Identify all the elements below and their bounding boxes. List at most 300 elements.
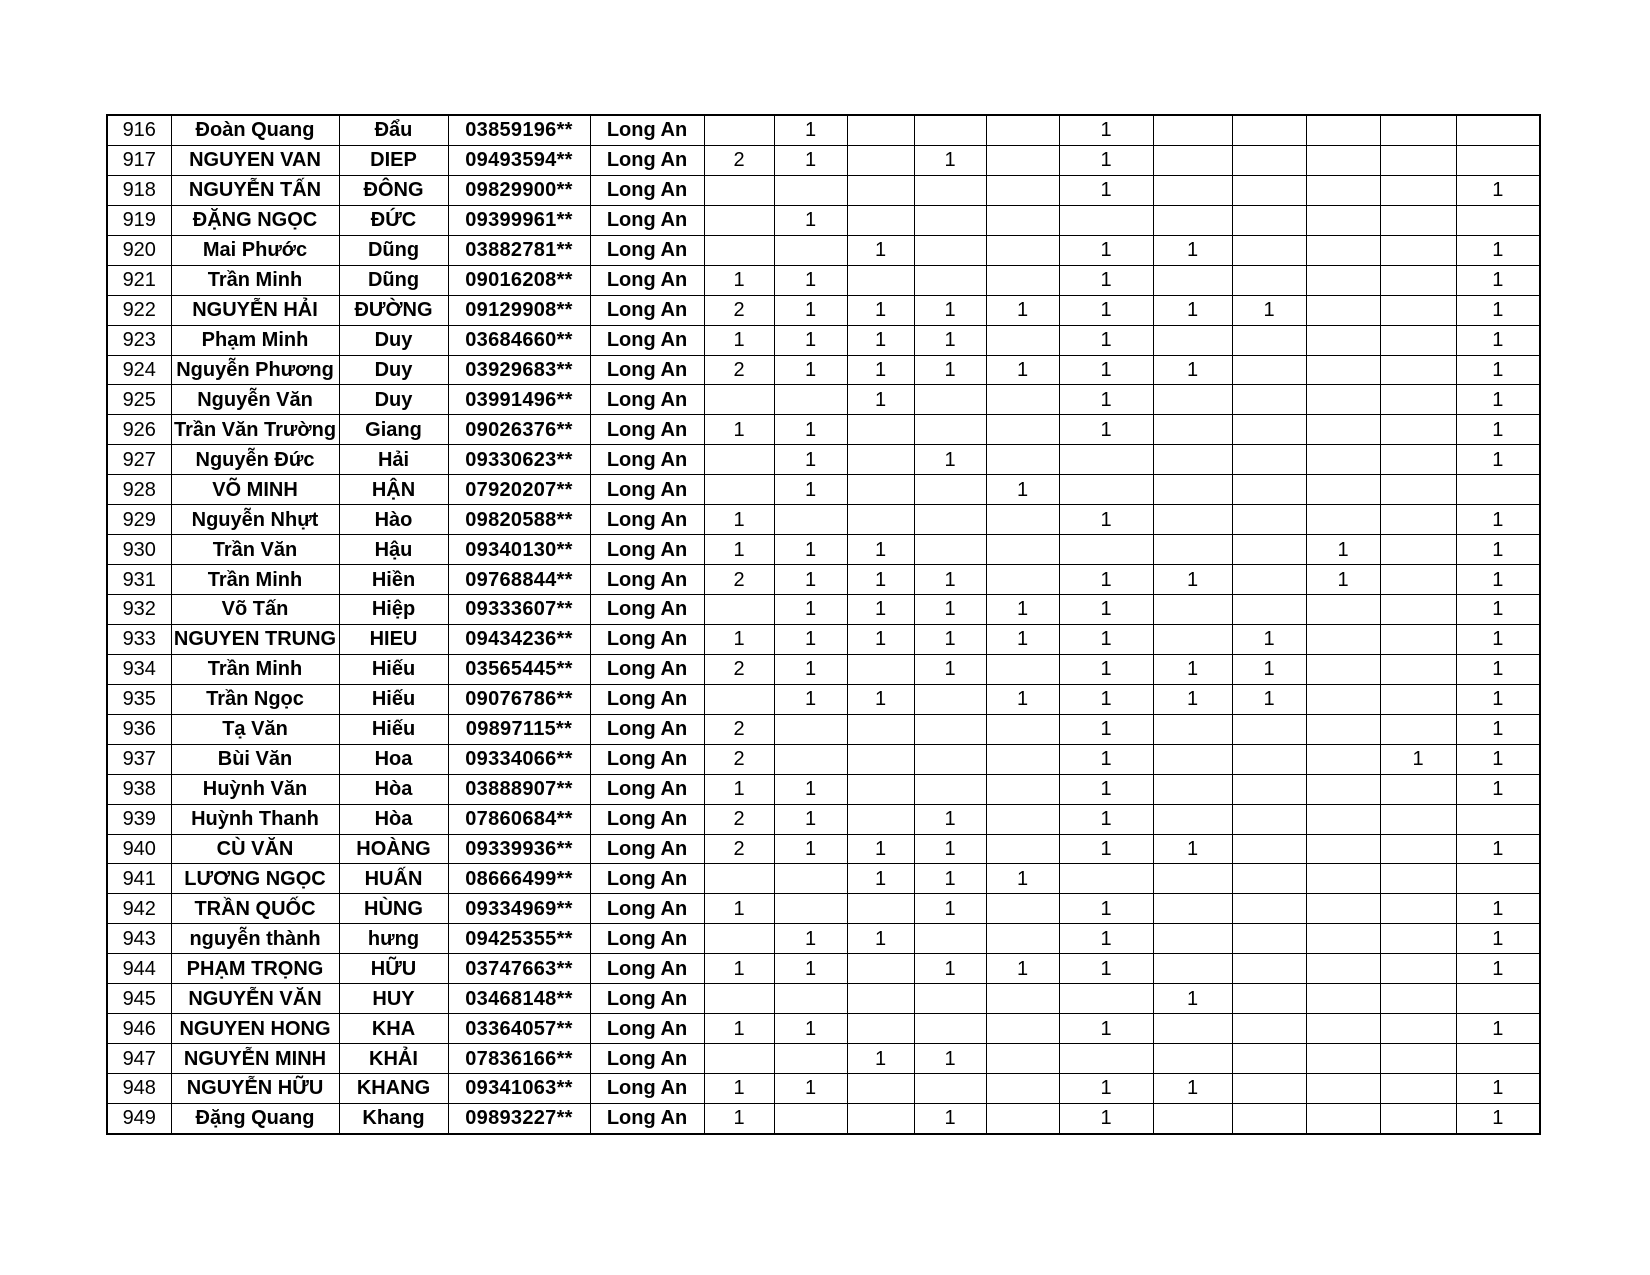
value-cell: 1 [1456, 535, 1540, 565]
value-cell: 1 [774, 415, 847, 445]
value-cell [847, 1014, 914, 1044]
value-cell [1306, 235, 1380, 265]
first-name-cell: Duy [339, 385, 448, 415]
table-body [107, 115, 1540, 1134]
table-row [107, 535, 1540, 565]
value-cell [774, 984, 847, 1014]
value-cell: 1 [986, 954, 1059, 984]
table-row [107, 145, 1540, 175]
value-cell: 1 [914, 864, 986, 894]
value-cell: 1 [1456, 744, 1540, 774]
value-cell [914, 415, 986, 445]
value-cell: 1 [704, 265, 774, 295]
value-cell [1232, 1103, 1306, 1133]
row-number-cell: 947 [107, 1044, 171, 1074]
last-name-cell: Đặng Quang [171, 1103, 339, 1133]
value-cell: 1 [1456, 714, 1540, 744]
province-cell: Long An [590, 265, 704, 295]
value-cell [914, 385, 986, 415]
value-cell [986, 744, 1059, 774]
phone-cell: 09399961** [448, 205, 590, 235]
value-cell: 1 [774, 535, 847, 565]
value-cell [1306, 265, 1380, 295]
province-cell: Long An [590, 1103, 704, 1133]
value-cell [774, 1044, 847, 1074]
phone-cell: 09330623** [448, 445, 590, 475]
value-cell [1306, 1044, 1380, 1074]
row-number-cell: 945 [107, 984, 171, 1014]
value-cell: 1 [1456, 954, 1540, 984]
value-cell [1380, 1103, 1456, 1133]
value-cell [1232, 714, 1306, 744]
value-cell: 1 [1456, 834, 1540, 864]
value-cell: 1 [774, 1014, 847, 1044]
table-row [107, 295, 1540, 325]
value-cell: 1 [847, 864, 914, 894]
table-row [107, 445, 1540, 475]
value-cell [1232, 115, 1306, 145]
last-name-cell: Trần Văn [171, 535, 339, 565]
phone-cell: 03929683** [448, 355, 590, 385]
value-cell: 1 [1059, 834, 1153, 864]
value-cell [986, 145, 1059, 175]
value-cell [1306, 385, 1380, 415]
table-row [107, 1103, 1540, 1133]
province-cell: Long An [590, 355, 704, 385]
value-cell [1456, 804, 1540, 834]
value-cell [914, 1014, 986, 1044]
value-cell [986, 565, 1059, 595]
last-name-cell: NGUYỄN TẤN [171, 175, 339, 205]
value-cell: 1 [914, 325, 986, 355]
value-cell [986, 505, 1059, 535]
value-cell: 1 [986, 624, 1059, 654]
value-cell: 1 [914, 295, 986, 325]
value-cell: 1 [1456, 325, 1540, 355]
value-cell: 2 [704, 714, 774, 744]
value-cell [1380, 654, 1456, 684]
province-cell: Long An [590, 445, 704, 475]
value-cell [1059, 205, 1153, 235]
value-cell [986, 894, 1059, 924]
value-cell: 1 [1232, 684, 1306, 714]
table-row [107, 415, 1540, 445]
value-cell [1456, 1044, 1540, 1074]
row-number-cell: 937 [107, 744, 171, 774]
value-cell [1153, 415, 1232, 445]
last-name-cell: Trần Minh [171, 265, 339, 295]
phone-cell: 03468148** [448, 984, 590, 1014]
value-cell [1153, 325, 1232, 355]
row-number-cell: 946 [107, 1014, 171, 1044]
value-cell: 1 [1059, 774, 1153, 804]
value-cell: 1 [704, 535, 774, 565]
value-cell [1380, 115, 1456, 145]
table-row [107, 265, 1540, 295]
value-cell [1153, 475, 1232, 505]
value-cell [847, 714, 914, 744]
first-name-cell: Giang [339, 415, 448, 445]
table-row [107, 325, 1540, 355]
row-number-cell: 935 [107, 684, 171, 714]
province-cell: Long An [590, 595, 704, 625]
value-cell [1232, 265, 1306, 295]
value-cell [914, 744, 986, 774]
value-cell: 2 [704, 834, 774, 864]
value-cell: 1 [986, 684, 1059, 714]
value-cell [1380, 774, 1456, 804]
value-cell: 1 [1059, 565, 1153, 595]
value-cell [1456, 145, 1540, 175]
value-cell [1306, 205, 1380, 235]
table-row [107, 385, 1540, 415]
province-cell: Long An [590, 894, 704, 924]
value-cell: 1 [1153, 1074, 1232, 1104]
value-cell [1456, 115, 1540, 145]
value-cell [1306, 864, 1380, 894]
phone-cell: 03991496** [448, 385, 590, 415]
value-cell: 1 [1059, 415, 1153, 445]
value-cell [1380, 325, 1456, 355]
first-name-cell: Hải [339, 445, 448, 475]
province-cell: Long An [590, 804, 704, 834]
value-cell: 1 [1153, 295, 1232, 325]
table-row [107, 924, 1540, 954]
value-cell [1153, 175, 1232, 205]
value-cell: 1 [1059, 295, 1153, 325]
value-cell [1232, 924, 1306, 954]
value-cell [1153, 1044, 1232, 1074]
value-cell: 1 [1456, 774, 1540, 804]
last-name-cell: Trần Văn Trường [171, 415, 339, 445]
value-cell: 1 [774, 355, 847, 385]
value-cell [847, 115, 914, 145]
value-cell: 1 [1456, 595, 1540, 625]
value-cell [704, 924, 774, 954]
value-cell [1153, 505, 1232, 535]
first-name-cell: KHẢI [339, 1044, 448, 1074]
value-cell [774, 714, 847, 744]
province-cell: Long An [590, 145, 704, 175]
value-cell [1380, 205, 1456, 235]
table-row [107, 205, 1540, 235]
last-name-cell: nguyễn thành [171, 924, 339, 954]
row-number-cell: 940 [107, 834, 171, 864]
value-cell: 1 [1059, 235, 1153, 265]
table-row [107, 355, 1540, 385]
value-cell [774, 505, 847, 535]
value-cell [1153, 445, 1232, 475]
value-cell [704, 205, 774, 235]
value-cell: 1 [847, 1044, 914, 1074]
value-cell: 1 [704, 894, 774, 924]
first-name-cell: Hiếu [339, 714, 448, 744]
value-cell [914, 265, 986, 295]
province-cell: Long An [590, 684, 704, 714]
value-cell [1153, 265, 1232, 295]
value-cell: 1 [1059, 115, 1153, 145]
value-cell [1306, 505, 1380, 535]
value-cell [1153, 1103, 1232, 1133]
value-cell [1306, 115, 1380, 145]
phone-cell: 09076786** [448, 684, 590, 714]
value-cell: 1 [1153, 235, 1232, 265]
value-cell [986, 774, 1059, 804]
value-cell [847, 744, 914, 774]
value-cell [1380, 505, 1456, 535]
value-cell [704, 595, 774, 625]
table-row [107, 595, 1540, 625]
table-row [107, 714, 1540, 744]
value-cell [774, 175, 847, 205]
last-name-cell: NGUYEN TRUNG [171, 624, 339, 654]
row-number-cell: 939 [107, 804, 171, 834]
value-cell [1153, 714, 1232, 744]
province-cell: Long An [590, 984, 704, 1014]
phone-cell: 03859196** [448, 115, 590, 145]
value-cell: 1 [1380, 744, 1456, 774]
value-cell [847, 475, 914, 505]
phone-cell: 07860684** [448, 804, 590, 834]
value-cell [1232, 415, 1306, 445]
value-cell [1306, 445, 1380, 475]
value-cell [986, 984, 1059, 1014]
value-cell: 2 [704, 565, 774, 595]
first-name-cell: Hậu [339, 535, 448, 565]
value-cell: 1 [986, 475, 1059, 505]
first-name-cell: hưng [339, 924, 448, 954]
last-name-cell: Huỳnh Văn [171, 774, 339, 804]
value-cell [1153, 894, 1232, 924]
last-name-cell: PHẠM TRỌNG [171, 954, 339, 984]
value-cell [1232, 595, 1306, 625]
value-cell [1153, 624, 1232, 654]
value-cell [914, 774, 986, 804]
value-cell: 1 [774, 684, 847, 714]
value-cell [847, 804, 914, 834]
province-cell: Long An [590, 774, 704, 804]
phone-cell: 03882781** [448, 235, 590, 265]
value-cell: 1 [1306, 535, 1380, 565]
province-cell: Long An [590, 295, 704, 325]
value-cell [1232, 954, 1306, 984]
first-name-cell: ĐƯỜNG [339, 295, 448, 325]
row-number-cell: 928 [107, 475, 171, 505]
value-cell: 1 [1059, 175, 1153, 205]
province-cell: Long An [590, 714, 704, 744]
row-number-cell: 938 [107, 774, 171, 804]
value-cell: 1 [914, 894, 986, 924]
value-cell: 1 [1153, 684, 1232, 714]
first-name-cell: Hòa [339, 804, 448, 834]
value-cell [1380, 864, 1456, 894]
value-cell: 1 [774, 954, 847, 984]
value-cell [1153, 864, 1232, 894]
value-cell: 1 [1059, 505, 1153, 535]
last-name-cell: Tạ Văn [171, 714, 339, 744]
value-cell [1232, 804, 1306, 834]
table-row [107, 744, 1540, 774]
value-cell [1306, 894, 1380, 924]
value-cell [847, 175, 914, 205]
last-name-cell: NGUYỄN HỮU [171, 1074, 339, 1104]
value-cell: 1 [774, 595, 847, 625]
last-name-cell: Bùi Văn [171, 744, 339, 774]
value-cell: 1 [1059, 325, 1153, 355]
value-cell [1380, 954, 1456, 984]
value-cell [774, 864, 847, 894]
province-cell: Long An [590, 1014, 704, 1044]
value-cell [1232, 385, 1306, 415]
first-name-cell: Khang [339, 1103, 448, 1133]
value-cell [1306, 1014, 1380, 1044]
value-cell: 1 [1456, 654, 1540, 684]
last-name-cell: Đoàn Quang [171, 115, 339, 145]
value-cell: 1 [1059, 744, 1153, 774]
value-cell: 1 [774, 804, 847, 834]
value-cell [1306, 1103, 1380, 1133]
value-cell: 1 [1232, 654, 1306, 684]
value-cell: 1 [1232, 295, 1306, 325]
value-cell [704, 864, 774, 894]
value-cell [704, 175, 774, 205]
value-cell: 1 [914, 565, 986, 595]
table-row [107, 984, 1540, 1014]
value-cell: 1 [1456, 415, 1540, 445]
data-table [106, 114, 1541, 1135]
value-cell: 1 [1456, 924, 1540, 954]
table-row [107, 834, 1540, 864]
table-row [107, 954, 1540, 984]
value-cell: 1 [1059, 714, 1153, 744]
value-cell [1306, 325, 1380, 355]
value-cell: 1 [914, 804, 986, 834]
value-cell: 1 [704, 954, 774, 984]
value-cell: 1 [704, 415, 774, 445]
value-cell: 1 [1153, 565, 1232, 595]
phone-cell: 09425355** [448, 924, 590, 954]
province-cell: Long An [590, 175, 704, 205]
value-cell [704, 115, 774, 145]
value-cell: 1 [1059, 684, 1153, 714]
value-cell: 1 [1456, 265, 1540, 295]
value-cell [1153, 774, 1232, 804]
value-cell [1153, 535, 1232, 565]
last-name-cell: Mai Phước [171, 235, 339, 265]
province-cell: Long An [590, 505, 704, 535]
last-name-cell: Võ Tấn [171, 595, 339, 625]
value-cell [1306, 624, 1380, 654]
value-cell: 1 [1456, 175, 1540, 205]
value-cell [914, 205, 986, 235]
value-cell: 1 [847, 684, 914, 714]
value-cell [1380, 595, 1456, 625]
value-cell [986, 265, 1059, 295]
value-cell [704, 445, 774, 475]
value-cell: 2 [704, 804, 774, 834]
value-cell [1306, 984, 1380, 1014]
value-cell [986, 1014, 1059, 1044]
value-cell: 1 [1153, 984, 1232, 1014]
province-cell: Long An [590, 654, 704, 684]
value-cell [704, 385, 774, 415]
value-cell [1232, 445, 1306, 475]
value-cell [1232, 475, 1306, 505]
value-cell [1380, 265, 1456, 295]
value-cell [986, 415, 1059, 445]
value-cell [1306, 684, 1380, 714]
value-cell: 1 [847, 325, 914, 355]
value-cell [1380, 175, 1456, 205]
first-name-cell: Duy [339, 355, 448, 385]
value-cell: 1 [1456, 385, 1540, 415]
value-cell: 1 [1456, 235, 1540, 265]
row-number-cell: 919 [107, 205, 171, 235]
province-cell: Long An [590, 954, 704, 984]
value-cell [1232, 984, 1306, 1014]
province-cell: Long An [590, 1074, 704, 1104]
first-name-cell: KHANG [339, 1074, 448, 1104]
value-cell [847, 954, 914, 984]
value-cell: 1 [847, 595, 914, 625]
value-cell: 1 [704, 1074, 774, 1104]
last-name-cell: Trần Ngọc [171, 684, 339, 714]
value-cell [1059, 535, 1153, 565]
value-cell [914, 235, 986, 265]
value-cell: 1 [774, 654, 847, 684]
value-cell [1306, 355, 1380, 385]
value-cell [1232, 175, 1306, 205]
province-cell: Long An [590, 1044, 704, 1074]
value-cell: 1 [1456, 1014, 1540, 1044]
value-cell: 1 [986, 864, 1059, 894]
value-cell [914, 505, 986, 535]
value-cell [1380, 385, 1456, 415]
province-cell: Long An [590, 115, 704, 145]
value-cell [774, 235, 847, 265]
table-row [107, 475, 1540, 505]
value-cell [1232, 145, 1306, 175]
value-cell [1306, 924, 1380, 954]
row-number-cell: 923 [107, 325, 171, 355]
value-cell: 1 [1059, 355, 1153, 385]
last-name-cell: NGUYỄN VĂN [171, 984, 339, 1014]
value-cell: 1 [847, 355, 914, 385]
value-cell [1153, 115, 1232, 145]
first-name-cell: DIEP [339, 145, 448, 175]
value-cell [1232, 774, 1306, 804]
value-cell: 1 [1456, 295, 1540, 325]
first-name-cell: Hiếu [339, 654, 448, 684]
value-cell [1232, 1044, 1306, 1074]
value-cell: 1 [986, 295, 1059, 325]
value-cell [1380, 295, 1456, 325]
value-cell [986, 385, 1059, 415]
value-cell [1306, 654, 1380, 684]
value-cell [1306, 175, 1380, 205]
last-name-cell: NGUYEN HONG [171, 1014, 339, 1044]
value-cell: 1 [1306, 565, 1380, 595]
value-cell [914, 1074, 986, 1104]
first-name-cell: Duy [339, 325, 448, 355]
value-cell [1232, 325, 1306, 355]
last-name-cell: CÙ VĂN [171, 834, 339, 864]
phone-cell: 09339936** [448, 834, 590, 864]
first-name-cell: ĐÔNG [339, 175, 448, 205]
value-cell [1380, 1014, 1456, 1044]
value-cell: 2 [704, 145, 774, 175]
value-cell [1306, 295, 1380, 325]
